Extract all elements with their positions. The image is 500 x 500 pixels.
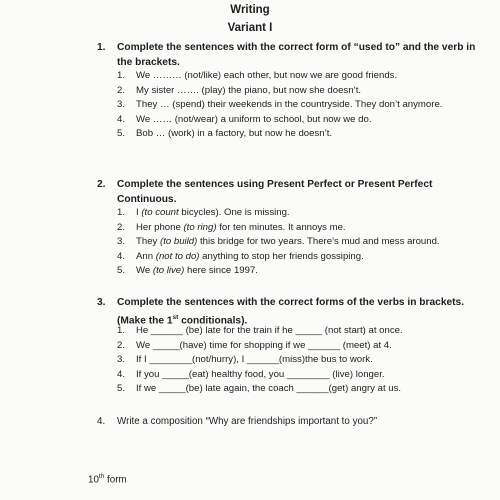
list-item: 5. We (to live) here since 1997. — [117, 265, 258, 277]
worksheet-title: Writing — [230, 4, 270, 16]
task-1-instruction — [97, 40, 482, 70]
task-text: Complete the sentences with the correct form of “used to” and the verb in the brackets. — [117, 42, 476, 68]
list-item: 4. If you _____(eat) healthy food, you ________ (live) longer. — [117, 368, 385, 380]
task-number: 3. — [97, 297, 106, 308]
task-number: 1. — [97, 42, 106, 53]
task-text: Complete the sentences using Present Perfect or Present Perfect Continuous. — [117, 179, 433, 205]
list-item: 1. I (to count bicycles). One is missing. — [117, 207, 290, 218]
list-item: 4. We …… (not/wear) a uniform to school, but now we do. — [117, 113, 372, 125]
task-2-instruction — [97, 177, 482, 207]
task-number: 2. — [97, 179, 106, 190]
form-label: 10th form — [88, 473, 127, 486]
list-item: 2. We _____(have) time for shopping if we ______ (meet) at 4. — [117, 339, 392, 351]
task-1-list — [117, 69, 477, 142]
list-item: 4. Ann (not to do) anything to stop her friends gossiping. — [117, 250, 364, 262]
list-item: 3. They … (spend) their weekends in the countryside. They don’t anymore. — [117, 99, 443, 111]
task-2-list — [117, 206, 477, 279]
list-item: 2. Her phone (to ring) for ten minutes. It annoys me. — [117, 221, 346, 233]
list-item: 1. He ______ (be) late for the train if he _____ (not start) at once. — [117, 325, 403, 336]
task-3-list — [117, 324, 477, 397]
task-4-instruction: 4. Write a composition “Why are friendships important to you?” — [97, 416, 378, 427]
list-item: 3. They (to build) this bridge for two years. There’s mud and mess around. — [117, 236, 440, 248]
list-item: 5. Bob … (work) in a factory, but now he doesn’t. — [117, 128, 333, 140]
list-item: 2. My sister ……. (play) the piano, but now she doesn’t. — [117, 84, 362, 96]
list-item: 5. If we _____(be) late again, the coach ______(get) angry at us. — [117, 383, 402, 395]
task-text: Complete the sentences with the correct forms of the verbs in brackets. (Make the 1st conditionals). — [117, 297, 465, 327]
variant-title: Variant I — [227, 22, 273, 34]
list-item: 1. We ……… (not/like) each other, but now we are good friends. — [117, 70, 398, 81]
list-item: 3. If I ________(not/hurry), I ______(miss)the bus to work. — [117, 354, 373, 366]
